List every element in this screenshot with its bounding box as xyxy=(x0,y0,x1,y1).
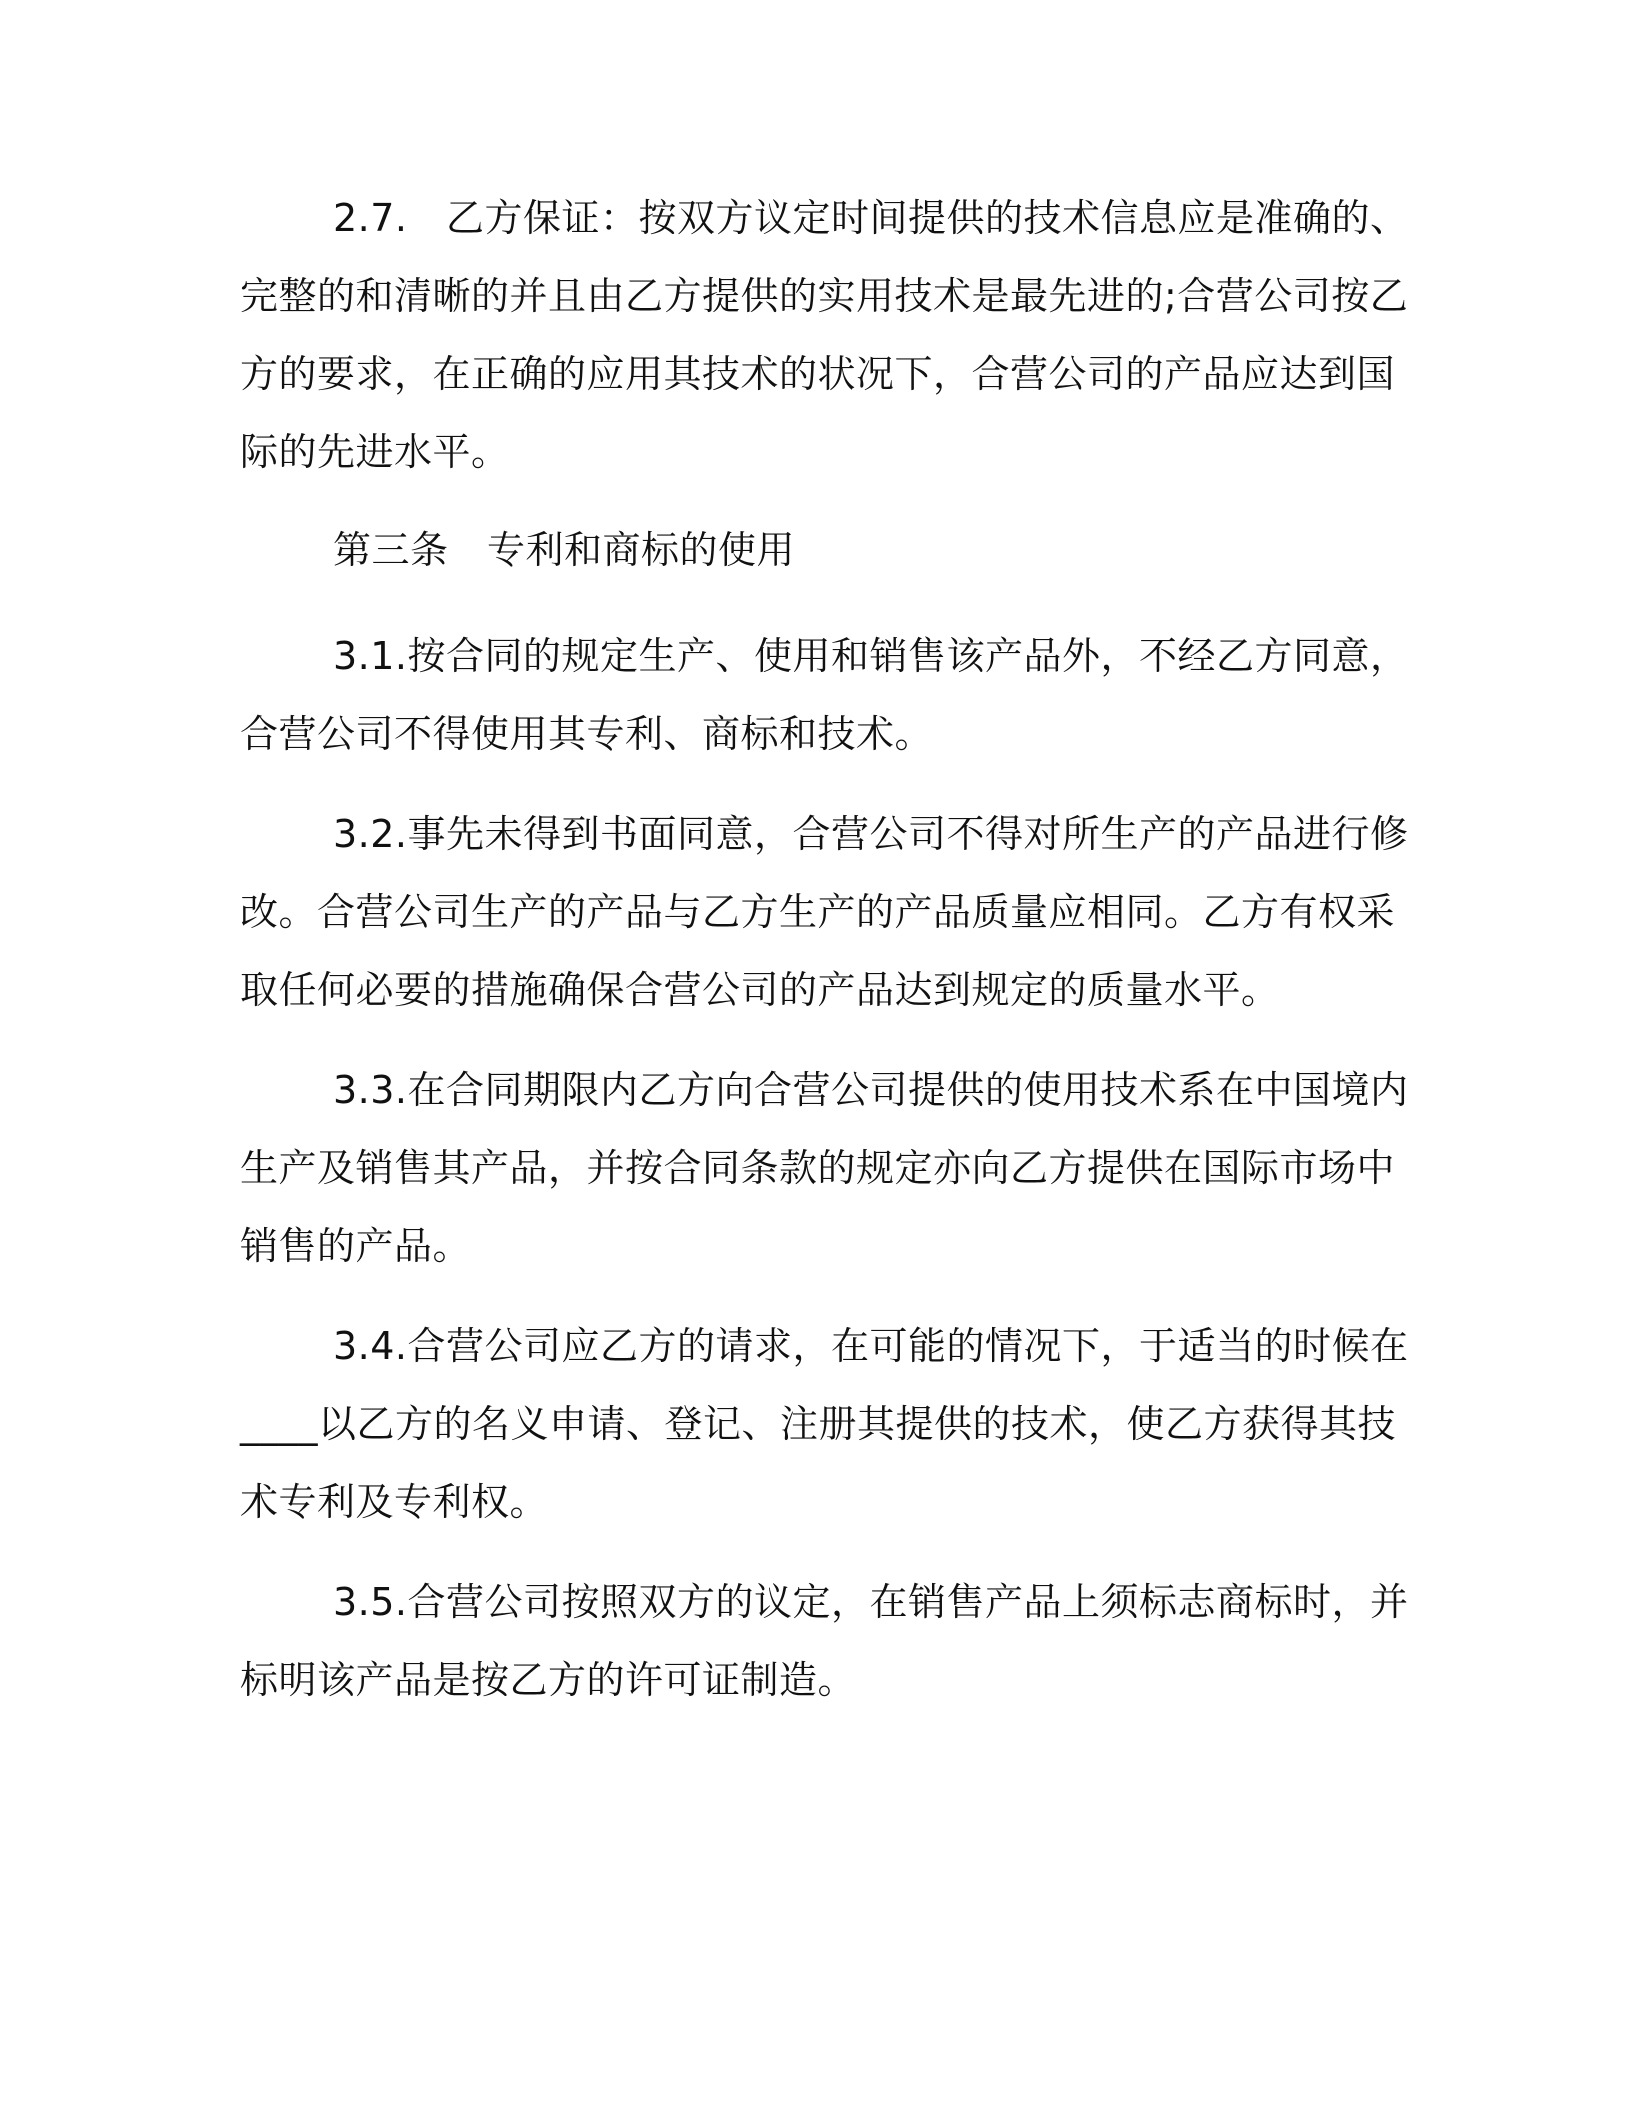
clause-2-7-line-3: 方的要求，在正确的应用其技术的状况下，合营公司的产品应达到国 xyxy=(240,352,1396,396)
clause-3-3-line-3: 销售的产品。 xyxy=(240,1224,472,1268)
clause-3-5-line-2: 标明该产品是按乙方的许可证制造。 xyxy=(240,1658,857,1702)
clause-3-2-line-3: 取任何必要的措施确保合营公司的产品达到规定的质量水平。 xyxy=(240,968,1280,1012)
clause-3-2-line-1: 3.2.事先未得到书面同意，合营公司不得对所生产的产品进行修 xyxy=(333,812,1409,856)
article-3-heading: 第三条 专利和商标的使用 xyxy=(333,528,796,572)
clause-3-3-line-1: 3.3.在合同期限内乙方向合营公司提供的使用技术系在中国境内 xyxy=(333,1068,1409,1112)
clause-3-3-line-2: 生产及销售其产品，并按合同条款的规定亦向乙方提供在国际市场中 xyxy=(240,1146,1396,1190)
clause-3-4-line-3: 术专利及专利权。 xyxy=(240,1480,549,1524)
clause-2-7-line-4: 际的先进水平。 xyxy=(240,430,510,474)
clause-3-5-line-1: 3.5.合营公司按照双方的议定，在销售产品上须标志商标时，并 xyxy=(333,1580,1409,1624)
clause-3-1-line-2: 合营公司不得使用其专利、商标和技术。 xyxy=(240,712,934,756)
clause-3-1-line-1: 3.1.按合同的规定生产、使用和销售该产品外，不经乙方同意， xyxy=(333,634,1409,678)
clause-3-2-line-2: 改。合营公司生产的产品与乙方生产的产品质量应相同。乙方有权采 xyxy=(240,890,1396,934)
clause-3-4-line-2: ____以乙方的名义申请、登记、注册其提供的技术，使乙方获得其技 xyxy=(240,1402,1397,1446)
clause-2-7-line-2: 完整的和清晰的并且由乙方提供的实用技术是最先进的;合营公司按乙 xyxy=(240,274,1409,318)
clause-3-4-line-1: 3.4.合营公司应乙方的请求，在可能的情况下，于适当的时候在 xyxy=(333,1324,1409,1368)
clause-2-7-line-1: 2.7. 乙方保证：按双方议定时间提供的技术信息应是准确的、 xyxy=(333,196,1409,240)
